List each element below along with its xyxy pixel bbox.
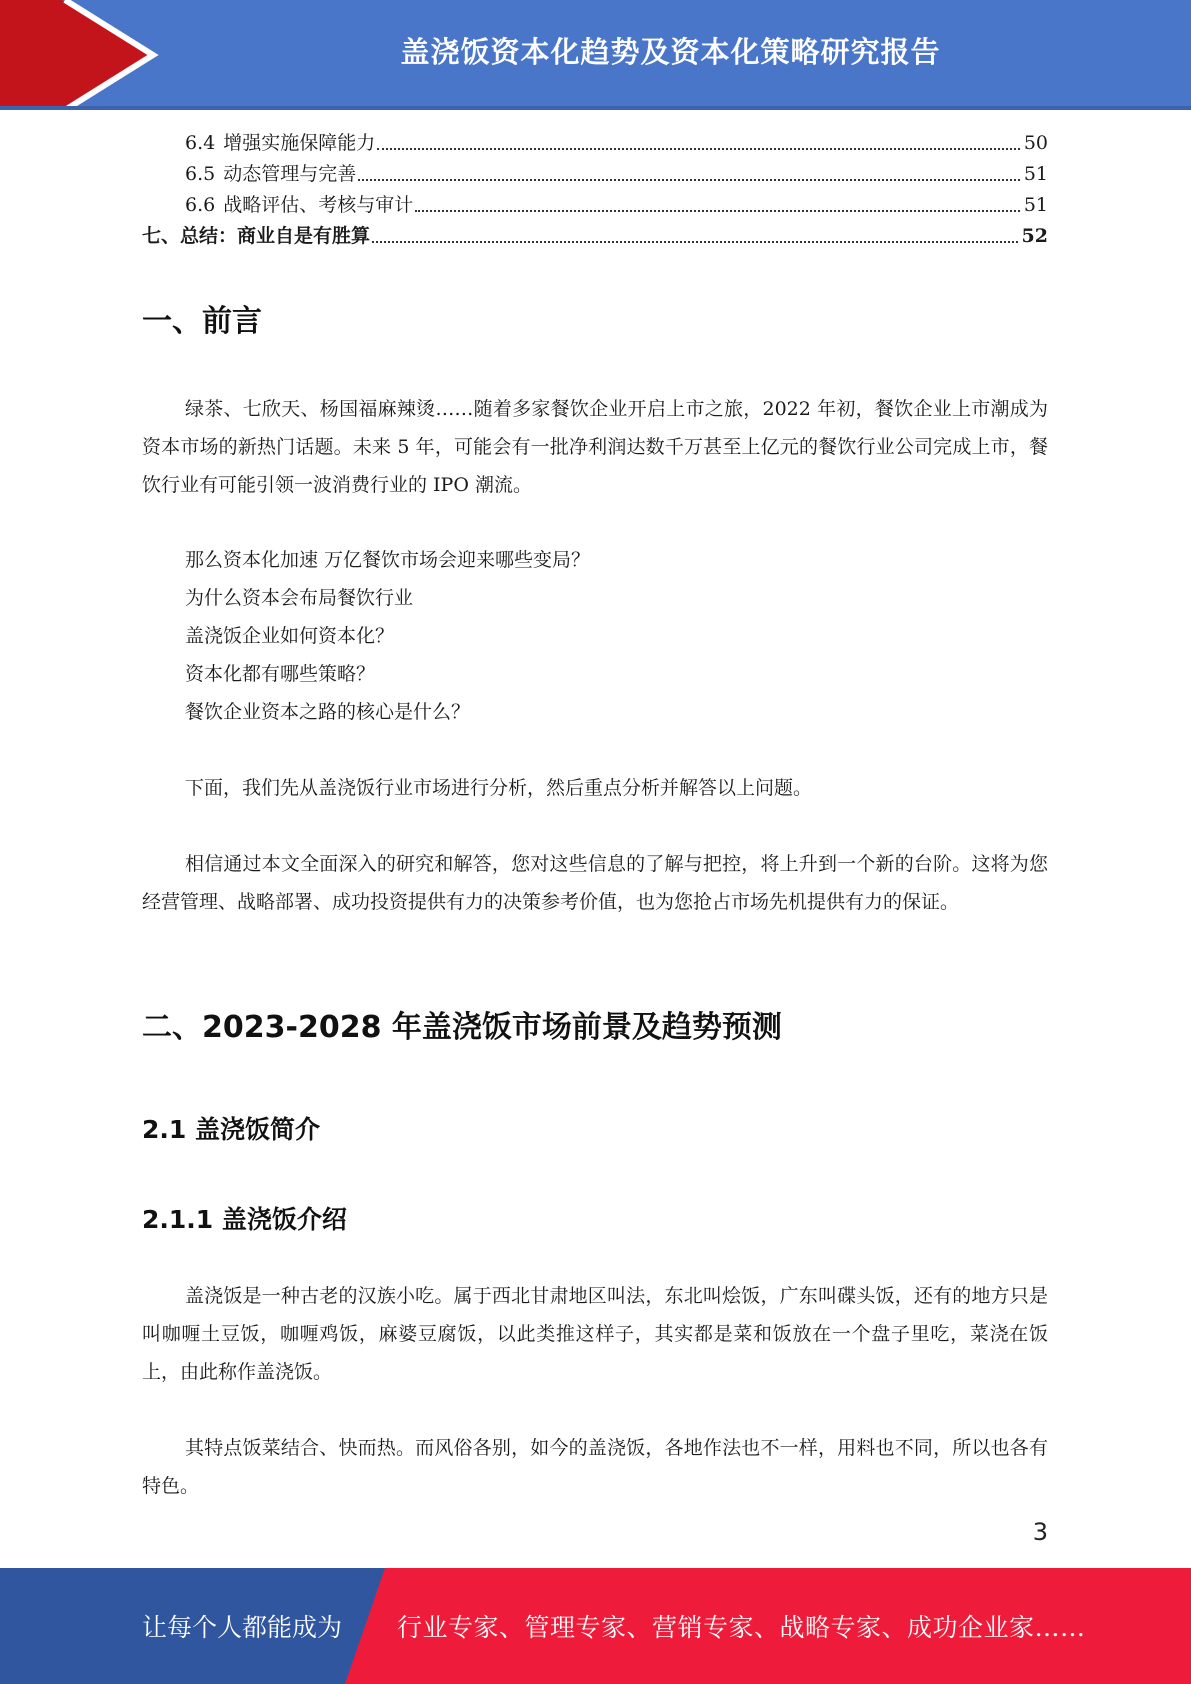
paragraph: 盖浇饭是一种古老的汉族小吃。属于西北甘肃地区叫法，东北叫烩饭，广东叫碟头饭，还有的地方只是叫咖喱土豆饭，咖喱鸡饭，麻婆豆腐饭，以此类推这样子，其实都是菜和饭放在一个盘子里吃，菜浇在饭上，由此称作盖浇饭。 [142, 1285, 1048, 1383]
toc-row[interactable] [142, 159, 1048, 190]
paragraph: 下面，我们先从盖浇饭行业市场进行分析，然后重点分析并解答以上问题。 [185, 777, 813, 799]
toc-label: 七、总结：商业自是有胜算 [142, 225, 371, 247]
list-item: 餐饮企业资本之路的核心是什么？ [185, 701, 471, 723]
toc-leader-dots [358, 179, 1020, 181]
question-list [185, 541, 1045, 731]
paragraph: 其特点饭菜结合、快而热。而风俗各别，如今的盖浇饭，各地作法也不一样，用料也不同，所以也各有特色。 [142, 1437, 1048, 1497]
toc-page: 52 [1021, 225, 1048, 247]
toc-leader-dots [372, 241, 1018, 243]
footer-slogan-left: 让每个人都能成为 [142, 1613, 343, 1642]
list-item: 那么资本化加速 万亿餐饮市场会迎来哪些变局？ [185, 549, 591, 571]
subsection-heading: 2.1 盖浇饭简介 [142, 1115, 320, 1144]
toc-row[interactable] [142, 190, 1048, 221]
list-item: 资本化都有哪些策略？ [185, 663, 376, 685]
toc-row[interactable] [142, 128, 1048, 159]
toc-number: 6.6 [185, 194, 216, 216]
section-heading: 一、前言 [142, 304, 262, 339]
toc-page: 51 [1023, 163, 1048, 185]
page-header [0, 0, 1191, 110]
paragraph: 相信通过本文全面深入的研究和解答，您对这些信息的了解与把控，将上升到一个新的台阶。这将为您经营管理、战略部署、成功投资提供有力的决策参考价值，也为您抢占市场先机提供有力的保证。 [142, 853, 1048, 913]
toc-page: 50 [1023, 132, 1048, 154]
list-item: 为什么资本会布局餐饮行业 [185, 587, 414, 609]
toc-number: 6.5 [185, 163, 216, 185]
section-heading: 二、2023-2028 年盖浇饭市场前景及趋势预测 [142, 1010, 782, 1045]
page-footer [0, 1568, 1191, 1684]
header-arrow-icon [0, 0, 160, 110]
toc-leader-dots [415, 210, 1020, 212]
header-title: 盖浇饭资本化趋势及资本化策略研究报告 [400, 34, 941, 69]
header-divider [0, 106, 1191, 110]
toc-leader-dots [377, 148, 1020, 150]
list-item: 盖浇饭企业如何资本化？ [185, 625, 395, 647]
toc-label: 战略评估、考核与审计 [223, 194, 414, 216]
subsection-heading: 2.1.1 盖浇饭介绍 [142, 1205, 347, 1234]
toc-row[interactable] [142, 221, 1048, 252]
table-of-contents [142, 128, 1048, 252]
toc-page: 51 [1023, 194, 1048, 216]
page-number: 3 [1032, 1518, 1048, 1546]
toc-number: 6.4 [185, 132, 216, 154]
toc-label: 增强实施保障能力 [223, 132, 376, 154]
footer-slogan-right: 行业专家、管理专家、营销专家、战略专家、成功企业家…… [397, 1613, 1086, 1642]
toc-label: 动态管理与完善 [223, 163, 357, 185]
paragraph: 绿茶、七欣天、杨国福麻辣烫……随着多家餐饮企业开启上市之旅，2022 年初，餐饮企业上市潮成为资本市场的新热门话题。未来 5 年，可能会有一批净利润达数千万甚至上亿元的餐饮行业公司完成上市，餐饮行业有可能引领一波消费行业的 IPO 潮流。 [142, 398, 1048, 496]
